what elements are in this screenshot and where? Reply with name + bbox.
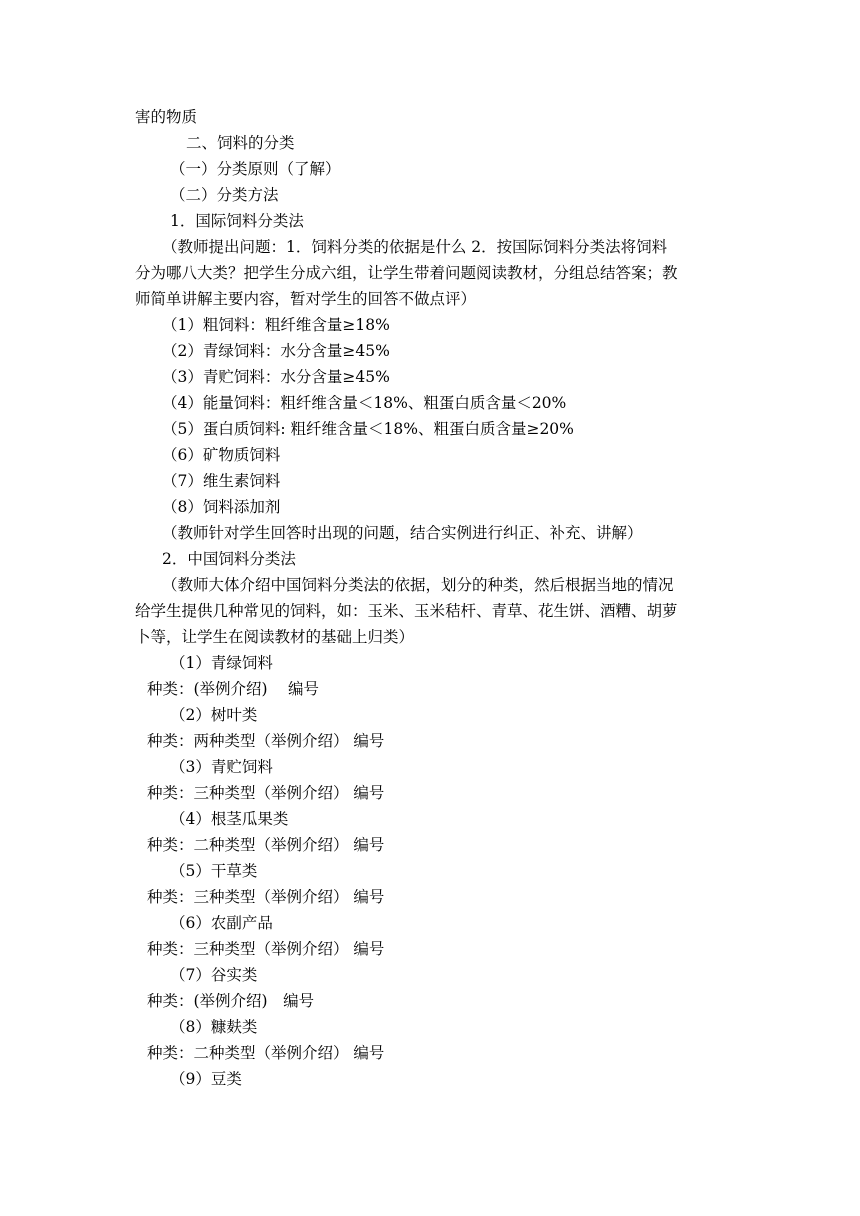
- category-heading: （5）干草类: [170, 862, 258, 880]
- category-detail: 种类：(举例介绍) 编号: [147, 992, 315, 1010]
- paragraph-line: 给学生提供几种常见的饲料，如：玉米、玉米秸杆、青草、花生饼、酒糟、胡萝: [135, 602, 678, 620]
- list-item: （5）蛋白质饲料: 粗纤维含量＜18%、粗蛋白质含量≥20%: [162, 420, 574, 438]
- category-heading: （3）青贮饲料: [170, 758, 273, 776]
- list-item: （7）维生素饲料: [162, 472, 281, 490]
- text-line: 害的物质: [135, 108, 198, 126]
- category-detail: 种类：二种类型（举例介绍） 编号: [147, 1044, 385, 1062]
- paragraph-line: （教师提出问题：1．饲料分类的依据是什么 2．按国际饲料分类法将饲料: [162, 238, 668, 256]
- list-item: （6）矿物质饲料: [162, 446, 281, 464]
- category-heading: （9）豆类: [170, 1070, 242, 1088]
- paragraph-line: 卜等，让学生在阅读教材的基础上归类）: [135, 628, 415, 646]
- list-item: （4）能量饲料：粗纤维含量＜18%、粗蛋白质含量＜20%: [162, 394, 567, 412]
- list-item: （3）青贮饲料：水分含量≥45%: [162, 368, 390, 386]
- category-heading: （8）糠麸类: [170, 1018, 258, 1036]
- method-heading: 1．国际饲料分类法: [170, 212, 304, 230]
- paragraph-line: 分为哪八大类？把学生分成六组，让学生带着问题阅读教材，分组总结答案；教: [135, 264, 678, 282]
- paragraph-line: 师简单讲解主要内容，暂对学生的回答不做点评）: [135, 290, 477, 308]
- list-item: （8）饲料添加剂: [162, 498, 281, 516]
- category-detail: 种类：(举例介绍) 编号: [147, 680, 320, 698]
- list-item: （2）青绿饲料：水分含量≥45%: [162, 342, 390, 360]
- category-heading: （7）谷实类: [170, 966, 258, 984]
- category-detail: 种类：三种类型（举例介绍） 编号: [147, 888, 385, 906]
- category-detail: 种类：两种类型（举例介绍） 编号: [147, 732, 385, 750]
- subsection-heading: （二）分类方法: [170, 186, 279, 204]
- category-detail: 种类：二种类型（举例介绍） 编号: [147, 836, 385, 854]
- category-heading: （4）根茎瓜果类: [170, 810, 289, 828]
- category-detail: 种类：三种类型（举例介绍） 编号: [147, 784, 385, 802]
- section-heading: 二、饲料的分类: [186, 134, 295, 152]
- paragraph-line: （教师大体介绍中国饲料分类法的依据，划分的种类，然后根据当地的情况: [162, 576, 674, 594]
- list-item: （1）粗饲料：粗纤维含量≥18%: [162, 316, 390, 334]
- category-heading: （6）农副产品: [170, 914, 273, 932]
- category-detail: 种类：三种类型（举例介绍） 编号: [147, 940, 385, 958]
- category-heading: （1）青绿饲料: [170, 654, 273, 672]
- category-heading: （2）树叶类: [170, 706, 258, 724]
- paragraph-line: （教师针对学生回答时出现的问题，结合实例进行纠正、补充、讲解）: [162, 524, 643, 542]
- subsection-heading: （一）分类原则（了解）: [170, 160, 341, 178]
- method-heading: 2．中国饲料分类法: [162, 550, 296, 568]
